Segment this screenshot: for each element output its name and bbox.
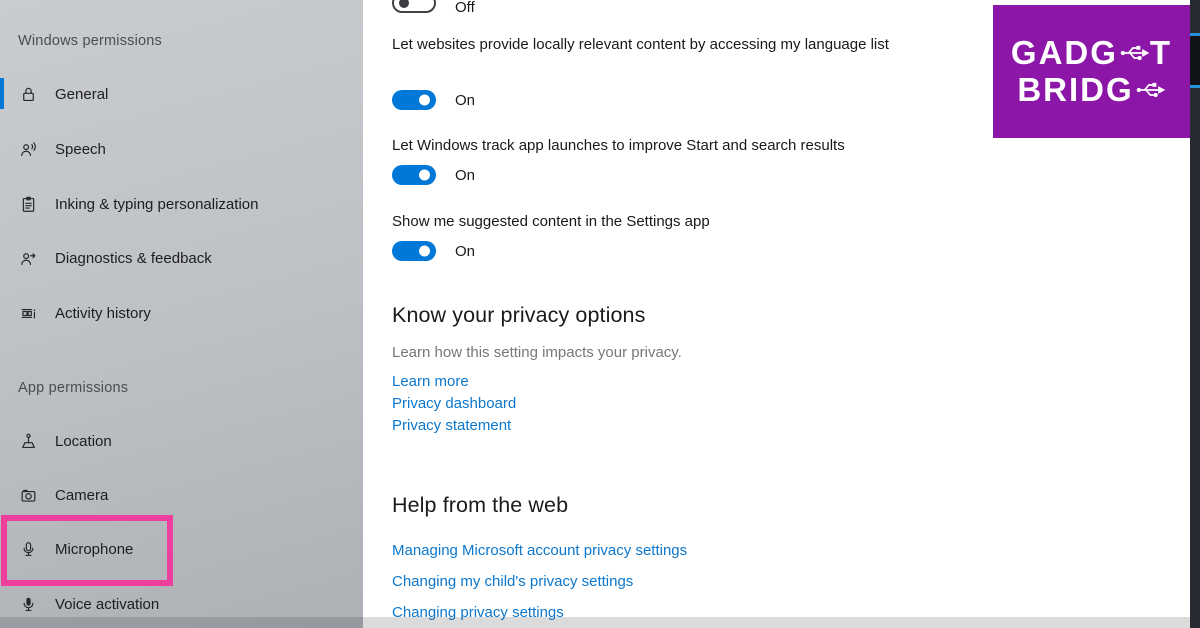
sidebar-item-camera[interactable] bbox=[0, 475, 363, 515]
sidebar-section-header-windows-permissions: Windows permissions bbox=[18, 33, 163, 49]
setting-toggle-row-0 bbox=[392, 0, 475, 16]
voice-activation-icon bbox=[19, 595, 38, 614]
usb-symbol-icon bbox=[1120, 41, 1150, 65]
sidebar-section-header-app-permissions: App permissions bbox=[18, 380, 129, 396]
inking-icon bbox=[19, 195, 38, 214]
section-title-privacy-options: Know your privacy options bbox=[392, 303, 646, 327]
sidebar-item-microphone[interactable] bbox=[0, 529, 363, 569]
microphone-icon bbox=[19, 540, 38, 559]
sidebar-item-activity-history[interactable] bbox=[0, 293, 363, 333]
link-privacy-statement[interactable]: Privacy statement bbox=[392, 417, 512, 434]
sidebar-item-location[interactable] bbox=[0, 421, 363, 461]
setting-label-suggested-content: Show me suggested content in the Settings app bbox=[392, 213, 710, 230]
sidebar-item-label: Diagnostics & feedback bbox=[55, 249, 212, 267]
sidebar-item-inking-typing[interactable] bbox=[0, 184, 363, 224]
toggle-knob bbox=[419, 170, 430, 181]
speech-icon bbox=[19, 140, 38, 159]
setting-toggle-row-2 bbox=[392, 165, 475, 185]
link-learn-more[interactable]: Learn more bbox=[392, 373, 469, 390]
toggle-state-label: On bbox=[455, 166, 476, 184]
sidebar-item-label: Speech bbox=[55, 140, 106, 158]
selected-indicator bbox=[0, 78, 4, 109]
sidebar-item-label: Activity history bbox=[55, 304, 151, 322]
sidebar-item-voice-activation[interactable] bbox=[0, 584, 363, 624]
logo-text-bridg: BRIDG bbox=[1017, 70, 1134, 108]
link-privacy-dashboard[interactable]: Privacy dashboard bbox=[392, 395, 517, 412]
toggle-state-label: On bbox=[455, 242, 476, 260]
sidebar-item-label: Microphone bbox=[55, 540, 134, 558]
link-changing-privacy-settings[interactable]: Changing privacy settings bbox=[392, 604, 564, 621]
sidebar-item-label: Inking & typing personalization bbox=[55, 195, 259, 213]
sidebar-item-speech[interactable] bbox=[0, 129, 363, 169]
sidebar-item-label: Voice activation bbox=[55, 595, 160, 613]
diagnostics-icon bbox=[19, 249, 38, 268]
sidebar-item-label: Location bbox=[55, 432, 112, 450]
toggle-switch-off[interactable] bbox=[392, 0, 436, 13]
link-changing-child-privacy[interactable]: Changing my child's privacy settings bbox=[392, 573, 634, 590]
usb-symbol-icon bbox=[1136, 78, 1166, 102]
camera-icon bbox=[19, 486, 38, 505]
settings-sidebar bbox=[0, 0, 363, 628]
link-managing-account-privacy[interactable]: Managing Microsoft account privacy settings bbox=[392, 542, 688, 559]
setting-label-language-list: Let websites provide locally relevant content by accessing my language list bbox=[392, 36, 889, 53]
gadget-bridge-logo bbox=[993, 5, 1190, 138]
section-title-help-from-web: Help from the web bbox=[392, 493, 569, 517]
toggle-knob bbox=[419, 95, 430, 106]
toggle-switch-on[interactable] bbox=[392, 165, 436, 185]
background-window-edge bbox=[1190, 0, 1200, 628]
privacy-options-description: Learn how this setting impacts your privacy. bbox=[392, 344, 682, 361]
location-icon bbox=[19, 432, 38, 451]
toggle-switch-on[interactable] bbox=[392, 90, 436, 110]
setting-toggle-row-1 bbox=[392, 90, 475, 110]
logo-line-2 bbox=[1017, 72, 1165, 108]
sidebar-item-label: Camera bbox=[55, 486, 109, 504]
toggle-knob bbox=[399, 0, 409, 8]
setting-toggle-row-3 bbox=[392, 241, 475, 261]
background-window-edge-blue-line bbox=[1190, 85, 1200, 88]
logo-line-1 bbox=[1011, 35, 1172, 71]
logo-text-gadg: GADG bbox=[1010, 34, 1118, 72]
sidebar-item-label: General bbox=[55, 85, 109, 103]
toggle-state-label: On bbox=[455, 91, 476, 109]
activity-history-icon bbox=[19, 304, 38, 323]
background-window-edge-dark bbox=[1190, 36, 1200, 86]
sidebar-item-diagnostics-feedback[interactable] bbox=[0, 238, 363, 278]
toggle-state-label: Off bbox=[455, 0, 475, 16]
toggle-knob bbox=[419, 246, 430, 257]
logo-text-t: T bbox=[1149, 34, 1173, 72]
lock-icon bbox=[19, 85, 38, 104]
toggle-switch-on[interactable] bbox=[392, 241, 436, 261]
background-window-edge-blue-line bbox=[1190, 33, 1200, 36]
setting-label-app-launches: Let Windows track app launches to improve Start and search results bbox=[392, 137, 845, 154]
sidebar-item-general[interactable] bbox=[0, 74, 363, 114]
